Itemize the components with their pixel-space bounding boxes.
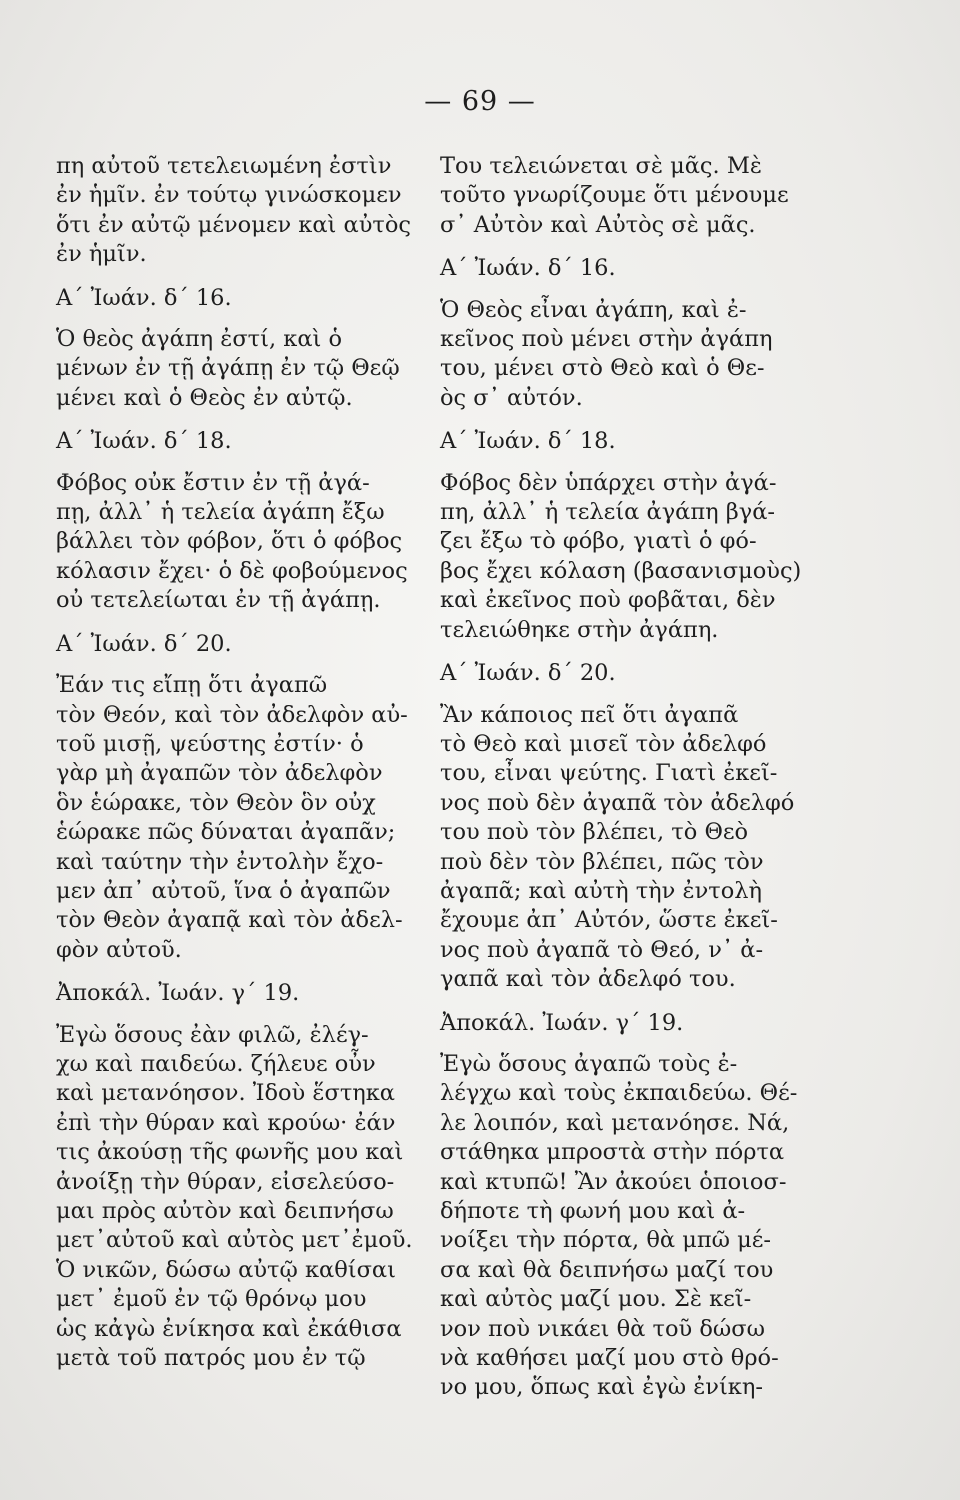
text-line: μαι πρὸς αὐτὸν καὶ δειπνήσω — [56, 1198, 394, 1224]
text-line: μετ᾽ ἐμοῦ ἐν τῷ θρόνῳ μου — [56, 1286, 367, 1313]
text-line: βος ἔχει κόλαση (βασανισμοὺς) — [440, 557, 802, 584]
page-number: — 69 — — [424, 86, 536, 117]
text-line: ποὺ δὲν τὸν βλέπει, πῶς τὸν — [440, 848, 764, 875]
text-line: ἐπὶ τὴν θύραν καὶ κρούω· ἐάν — [56, 1109, 396, 1136]
left-intro — [56, 152, 426, 270]
text-line: τις ἀκούσῃ τῆς φωνῆς μου καὶ — [56, 1139, 404, 1166]
right-ref-1: Α΄ Ἰωάν. δ΄ 16. — [440, 255, 616, 282]
text-line: τοῦ μισῇ, ψεύστης ἐστίν· ὁ — [56, 730, 364, 757]
text-line: γὰρ μὴ ἀγαπῶν τὸν ἀδελφὸν — [56, 760, 383, 787]
text-line: Φόβος οὐκ ἔστιν ἐν τῇ ἀγά- — [56, 469, 370, 496]
text-line: κόλασιν ἔχει· ὁ δὲ φοβούμενος — [56, 557, 408, 584]
right-passage-4 — [440, 1050, 824, 1403]
text-line: τελειώθηκε στὴν ἀγάπη. — [440, 616, 719, 643]
text-line: Ἐγὼ ὅσους ἀγαπῶ τοὺς ἐ- — [440, 1050, 738, 1077]
left-passage-1 — [56, 325, 426, 413]
text-line: καὶ κτυπῶ! Ἂν ἀκούει ὁποιοσ- — [440, 1168, 787, 1195]
text-line: ὅτι ἐν αὐτῷ μένομεν καὶ αὐτὸς — [56, 211, 412, 238]
text-line: Ἂν κάποιος πεῖ ὅτι ἀγαπᾶ — [440, 701, 739, 728]
text-line: μεν ἀπ᾽ αὐτοῦ, ἵνα ὁ ἀγαπῶν — [56, 877, 391, 904]
text-line: καὶ μετανόησον. Ἰδοὺ ἕστηκα — [56, 1080, 396, 1107]
text-line: κεῖνος ποὺ μένει στὴν ἀγάπη — [440, 326, 773, 353]
text-line: μετὰ τοῦ πατρός μου ἐν τῷ — [56, 1345, 366, 1372]
right-ref-2: Α΄ Ἰωάν. δ΄ 18. — [440, 428, 616, 455]
text-line: νος ποὺ δὲν ἀγαπᾶ τὸν ἀδελφό — [440, 789, 795, 816]
text-line: τὸ Θεὸ καὶ μισεῖ τὸν ἀδελφό — [440, 730, 767, 757]
text-line: τὸν Θεὸν ἀγαπᾷ καὶ τὸν ἀδελ- — [56, 907, 403, 934]
left-column-ancient-greek — [56, 152, 426, 1387]
right-ref-4: Ἀποκάλ. Ἰωάν. γ΄ 19. — [440, 1009, 684, 1036]
text-line: μετ᾽αὐτοῦ καὶ αὐτὸς μετ᾽ἐμοῦ. — [56, 1227, 413, 1254]
right-passage-3 — [440, 701, 824, 995]
text-line: του ποὺ τὸν βλέπει, τὸ Θεὸ — [440, 819, 749, 846]
text-line: πῃ, ἀλλ᾽ ἡ τελεία ἀγάπη ἔξω — [56, 499, 385, 526]
text-line: πη αὐτοῦ τετελειωμένη ἐστὶν — [56, 153, 392, 179]
right-column-modern-greek — [440, 152, 824, 1417]
text-line: Ἐάν τις εἴπῃ ὅτι ἀγαπῶ — [56, 672, 328, 699]
left-passage-3 — [56, 671, 426, 965]
text-line: νοίξει τὴν πόρτα, θὰ μπῶ μέ- — [440, 1227, 772, 1254]
text-line: του, μένει στὸ Θεὸ καὶ ὁ Θε- — [440, 355, 765, 382]
text-line: ἐν ἡμῖν. — [56, 241, 147, 268]
text-line: καὶ ταύτην τὴν ἐντολὴν ἔχο- — [56, 848, 384, 875]
text-line: δήποτε τὴ φωνή μου καὶ ἀ- — [440, 1198, 746, 1224]
text-line: ὸς σ᾽ αὐτόν. — [440, 384, 583, 411]
left-ref-2: Α΄ Ἰωάν. δ΄ 18. — [56, 428, 232, 455]
text-line: σα καὶ θὰ δειπνήσω μαζί του — [440, 1256, 774, 1283]
text-line: φὸν αὐτοῦ. — [56, 936, 182, 963]
text-line: Του τελειώνεται σὲ μᾶς. Μὲ — [440, 153, 762, 179]
text-line: βάλλει τὸν φόβον, ὅτι ὁ φόβος — [56, 528, 403, 555]
text-line: μένει καὶ ὁ Θεὸς ἐν αὐτῷ. — [56, 384, 353, 411]
text-line: ἀνοίξῃ τὴν θύραν, εἰσελεύσο- — [56, 1168, 395, 1195]
right-passage-2 — [440, 469, 824, 645]
text-line: του, εἶναι ψεύτης. Γιατὶ ἐκεῖ- — [440, 760, 778, 787]
text-line: ἑώρακε πῶς δύναται ἀγαπᾶν; — [56, 819, 396, 846]
text-line: ὡς κἀγὼ ἐνίκησα καὶ ἐκάθισα — [56, 1315, 402, 1342]
text-line: Φόβος δὲν ὑπάρχει στὴν ἀγά- — [440, 469, 777, 496]
left-passage-2 — [56, 469, 426, 616]
text-line: ζει ἔξω τὸ φόβο, γιατὶ ὁ φό- — [440, 528, 757, 555]
text-line: Ἐγὼ ὅσους ἐὰν φιλῶ, ἐλέγ- — [56, 1021, 369, 1048]
text-line: Ὁ Θεὸς εἶναι ἀγάπη, καὶ ἐ- — [440, 296, 747, 323]
left-ref-4: Ἀποκάλ. Ἰωάν. γ΄ 19. — [56, 980, 300, 1007]
left-passage-4 — [56, 1021, 426, 1374]
text-line: καὶ αὐτὸς μαζί μου. Σὲ κεῖ- — [440, 1286, 752, 1313]
text-line: Ὁ θεὸς ἀγάπη ἐστί, καὶ ὁ — [56, 326, 343, 353]
text-line: ἔχουμε ἀπ᾽ Αὐτόν, ὥστε ἐκεῖ- — [440, 907, 778, 934]
text-line: σ᾽ Αὐτὸν καὶ Αὐτὸς σὲ μᾶς. — [440, 211, 756, 238]
text-line: οὐ τετελείωται ἐν τῇ ἀγάπῃ. — [56, 587, 381, 614]
text-line: στάθηκα μπροστὰ στὴν πόρτα — [440, 1139, 785, 1166]
text-line: νον ποὺ νικάει θὰ τοῦ δώσω — [440, 1315, 765, 1342]
text-line: γαπᾶ καὶ τὸν ἀδελφό του. — [440, 966, 736, 993]
text-line: νὰ καθήσει μαζί μου στὸ θρό- — [440, 1345, 779, 1372]
text-line: μένων ἐν τῇ ἀγάπῃ ἐν τῷ Θεῷ — [56, 355, 400, 382]
text-line: χω καὶ παιδεύω. ζήλευε οὖν — [56, 1050, 376, 1077]
right-passage-1 — [440, 296, 824, 414]
text-line: πη, ἀλλ᾽ ἡ τελεία ἀγάπη βγά- — [440, 499, 776, 526]
text-line: ὃν ἑώρακε, τὸν Θεὸν ὃν οὐχ — [56, 789, 376, 816]
text-line: νο μου, ὅπως καὶ ἐγὼ ἐνίκη- — [440, 1374, 763, 1401]
text-line: νος ποὺ ἀγαπᾶ τὸ Θεό, ν᾽ ἀ- — [440, 936, 764, 963]
text-line: τὸν Θεόν, καὶ τὸν ἀδελφὸν αὐ- — [56, 701, 408, 728]
left-ref-1: Α΄ Ἰωάν. δ΄ 16. — [56, 284, 232, 311]
text-line: ἐν ἡμῖν. ἐν τούτῳ γινώσκομεν — [56, 182, 402, 209]
text-line: λε λοιπόν, καὶ μετανόησε. Νά, — [440, 1109, 790, 1136]
text-line: ἀγαπᾶ; καὶ αὐτὴ τὴν ἐντολὴ — [440, 877, 762, 904]
text-line: Ὁ νικῶν, δώσω αὐτῷ καθίσαι — [56, 1256, 396, 1283]
left-ref-3: Α΄ Ἰωάν. δ΄ 20. — [56, 630, 232, 657]
right-ref-3: Α΄ Ἰωάν. δ΄ 20. — [440, 660, 616, 687]
text-line: τοῦτο γνωρίζουμε ὅτι μένουμε — [440, 182, 789, 209]
text-line: λέγχω καὶ τοὺς ἐκπαιδεύω. Θέ- — [440, 1080, 798, 1107]
right-intro — [440, 152, 824, 240]
text-line: καὶ ἐκεῖνος ποὺ φοβᾶται, δὲν — [440, 587, 776, 614]
